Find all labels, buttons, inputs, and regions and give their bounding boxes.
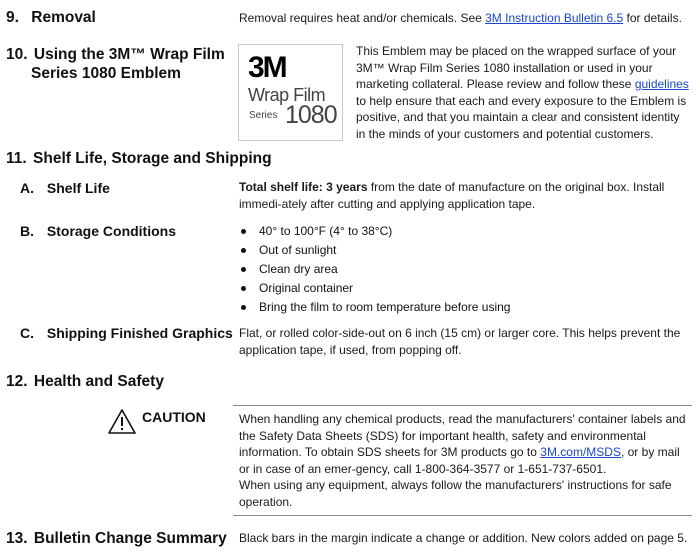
storage-conditions-list [239,223,689,318]
list-item: 40° to 100°F (4° to 38°C) [239,223,689,242]
section-number: 12. [6,373,28,390]
section-10-heading [6,45,225,83]
warning-triangle-icon [107,408,137,435]
section-number: 10. [6,46,28,63]
section-11-heading [6,150,272,168]
shipping-text: Flat, or rolled color-side-out on 6 inch (15 cm) or larger core. This helps prevent the application tape, if used, from popping off. [239,326,681,357]
section-title-line1: Using the 3M™ Wrap Film [33,46,225,63]
subsection-title: Storage Conditions [46,223,177,239]
section-13-heading [6,530,227,548]
removal-text: Removal requires heat and/or chemicals. See 3M Instruction Bulletin 6.5 for details. [239,11,682,25]
section-title-line2: Series 1080 Emblem [31,65,181,82]
subsection-letter: B. [20,223,34,239]
shelf-life-emphasis: Total shelf life: 3 years [239,180,368,194]
logo-series-label: Series [249,110,278,121]
section-title: Health and Safety [33,373,164,390]
section-12-heading [6,373,164,391]
section-number: 13. [6,530,28,547]
logo-series-number: 1080 [285,101,337,129]
subsection-title: Shelf Life [46,180,110,196]
subsection-letter: A. [20,180,34,196]
subsection-c-heading [20,325,233,341]
instruction-bulletin-link[interactable]: 3M Instruction Bulletin 6.5 [485,11,624,25]
list-item: Original container [239,280,689,299]
caution-paragraph-2: When using any equipment, always follow the manufacturers' instructions for safe operation. [239,478,672,509]
list-item: Clean dry area [239,261,689,280]
section-title: Shelf Life, Storage and Shipping [33,150,272,167]
section-number: 11. [6,150,27,167]
caution-paragraph-1: When handling any chemical products, read the manufacturers' container labels and the Safety Data Sheets (SDS) for important health, safety and environmental information. To obtain SDS sheets for 3M products go to 3M.com/MSDS, or by mail or in case of an emer-gency, call 1-800-364-3577 or 1-651-737-6501. [239,412,686,476]
shelf-life-text: Total shelf life: 3 years from the date of manufacture on the original box. Install immedi-ately after cutting and applying application tape. [239,180,665,211]
section-title: Removal [31,9,96,26]
section-title: Bulletin Change Summary [33,530,227,547]
subsection-letter: C. [20,325,34,341]
logo-brand: 3M [248,51,286,84]
caution-bottom-divider [233,515,692,516]
list-item: Bring the film to room temperature before using [239,299,689,318]
list-item: Out of sunlight [239,242,689,261]
caution-top-divider [233,405,692,406]
subsection-b-heading [20,223,176,239]
guidelines-link[interactable]: guidelines [634,77,689,91]
section-9-heading [6,9,96,27]
section-number: 9. [6,9,19,26]
emblem-text: This Emblem may be placed on the wrapped surface of your 3M™ Wrap Film Series 1080 installation or used in your marketing collateral. Please review and follow these guidelines to help ensure that each and every exposure to the Emblem is positive, and that you maintain a clear and consistent identity in the minds of your customers and potential customers. [356,44,689,141]
subsection-a-heading [20,180,110,196]
msds-link[interactable]: 3M.com/MSDS [540,445,621,459]
bulletin-summary-text: Black bars in the margin indicate a change or addition. New colors added on page 5. [239,531,688,545]
logo-product-name: Wrap Film [248,85,326,105]
subsection-title: Shipping Finished Graphics [46,325,233,341]
wrap-film-1080-emblem-logo [238,44,343,141]
caution-label: CAUTION [142,409,206,425]
